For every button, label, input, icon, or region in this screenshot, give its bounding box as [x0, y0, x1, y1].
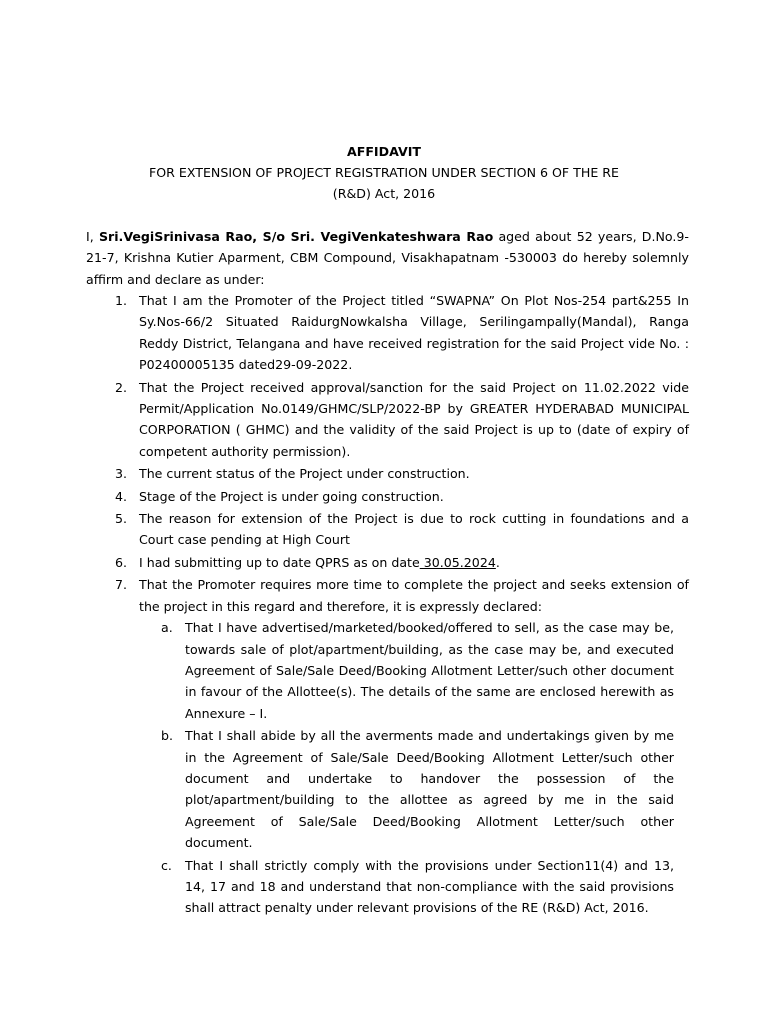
item-text: Stage of the Project is under going construction. — [139, 488, 444, 504]
item-text-end: . — [495, 554, 500, 570]
sub-list-item — [161, 725, 674, 853]
sub-item-text: That I shall abide by all the averments made and undertakings given by me in the Agreement of Sale/Sale Deed/Booking Allotment Letter/such other document and undertake to handover the possession of the plot/apartment/building to the allottee as agreed by me in the said Agreement of Sale/Sale Deed/Booking Allotment Letter/such other document. — [185, 728, 674, 851]
sub-item-text: That I shall strictly comply with the provisions under Section11(4) and 13, 14, 17 and 18 and understand that non-compliance with the said provisions shall attract penalty under relevant provisions of the RE (R&D) Act, 2016. — [185, 857, 674, 916]
intro-paragraph — [86, 226, 689, 290]
list-item — [86, 486, 689, 507]
item-text: The reason for extension of the Project is due to rock cutting in foundations and a Court case pending at High Court — [139, 511, 689, 548]
sub-item-letter: c. — [161, 857, 172, 873]
sub-item-letter: b. — [161, 728, 173, 744]
list-item — [86, 463, 689, 484]
declaration-list — [86, 290, 689, 920]
list-item — [86, 377, 689, 463]
sub-list-item — [161, 617, 674, 724]
item-number: 7. — [115, 577, 128, 593]
deponent-name: Sri.VegiSrinivasa Rao, S/o Sri. VegiVenkateshwara Rao — [98, 229, 494, 244]
list-item — [86, 574, 689, 919]
item-number: 2. — [115, 379, 128, 395]
item-text: The current status of the Project under construction. — [139, 466, 470, 482]
sub-list-item — [161, 855, 674, 919]
sub-item-letter: a. — [161, 620, 173, 636]
document-subtitle-line2: (R&D) Act, 2016 — [332, 186, 436, 201]
item-number: 3. — [115, 466, 128, 482]
item-text: That I am the Promoter of the Project titled “SWAPNA” On Plot Nos-254 part&255 In Sy.Nos-66/2 Situated RaidurgNowkalsha Village, Serilingampally(Mandal), Ranga Reddy District, Telangana and have received registration for the said Project vide No. : P02400005135 dated29-09-2022. — [139, 293, 689, 373]
item-text: That the Promoter requires more time to complete the project and seeks extension of the project in this regard and therefore, it is expressly declared: — [139, 577, 689, 614]
item-number: 6. — [115, 554, 128, 570]
item-text: I had submitting up to date QPRS as on date — [139, 554, 420, 570]
item-number: 1. — [115, 293, 128, 308]
qprs-date: 30.05.2024 — [419, 554, 496, 570]
document-subtitle-line1: FOR EXTENSION OF PROJECT REGISTRATION UNDER SECTION 6 OF THE RE — [149, 165, 619, 180]
item-number: 5. — [115, 511, 128, 527]
item-number: 4. — [115, 488, 128, 504]
list-item — [86, 552, 689, 573]
intro-prefix: I, — [86, 229, 99, 244]
sub-declaration-list — [161, 617, 674, 919]
item-text: That the Project received approval/sanction for the said Project on 11.02.2022 vide Permit/Application No.0149/GHMC/SLP/2022-BP by GREATER HYDERABAD MUNICIPAL CORPORATION ( GHMC) and the validity of the said Project is up to (date of expiry of competent authority permission). — [139, 379, 689, 459]
intro-rest: aged about 52 years, D.No.9-21-7, Krishna Kutier Aparment, CBM Compound, Visakhapatnam -530003 do hereby solemnly affirm and declare as under: — [86, 229, 689, 287]
document-title: AFFIDAVIT — [346, 144, 421, 159]
list-item — [86, 508, 689, 551]
list-item — [86, 290, 689, 376]
sub-item-text: That I have advertised/marketed/booked/offered to sell, as the case may be, towards sale of plot/apartment/building, as the case may be, and executed Agreement of Sale/Sale Deed/Booking Allotment Letter/such other document in favour of the Allottee(s). The details of the same are enclosed herewith as Annexure – I. — [185, 620, 674, 721]
